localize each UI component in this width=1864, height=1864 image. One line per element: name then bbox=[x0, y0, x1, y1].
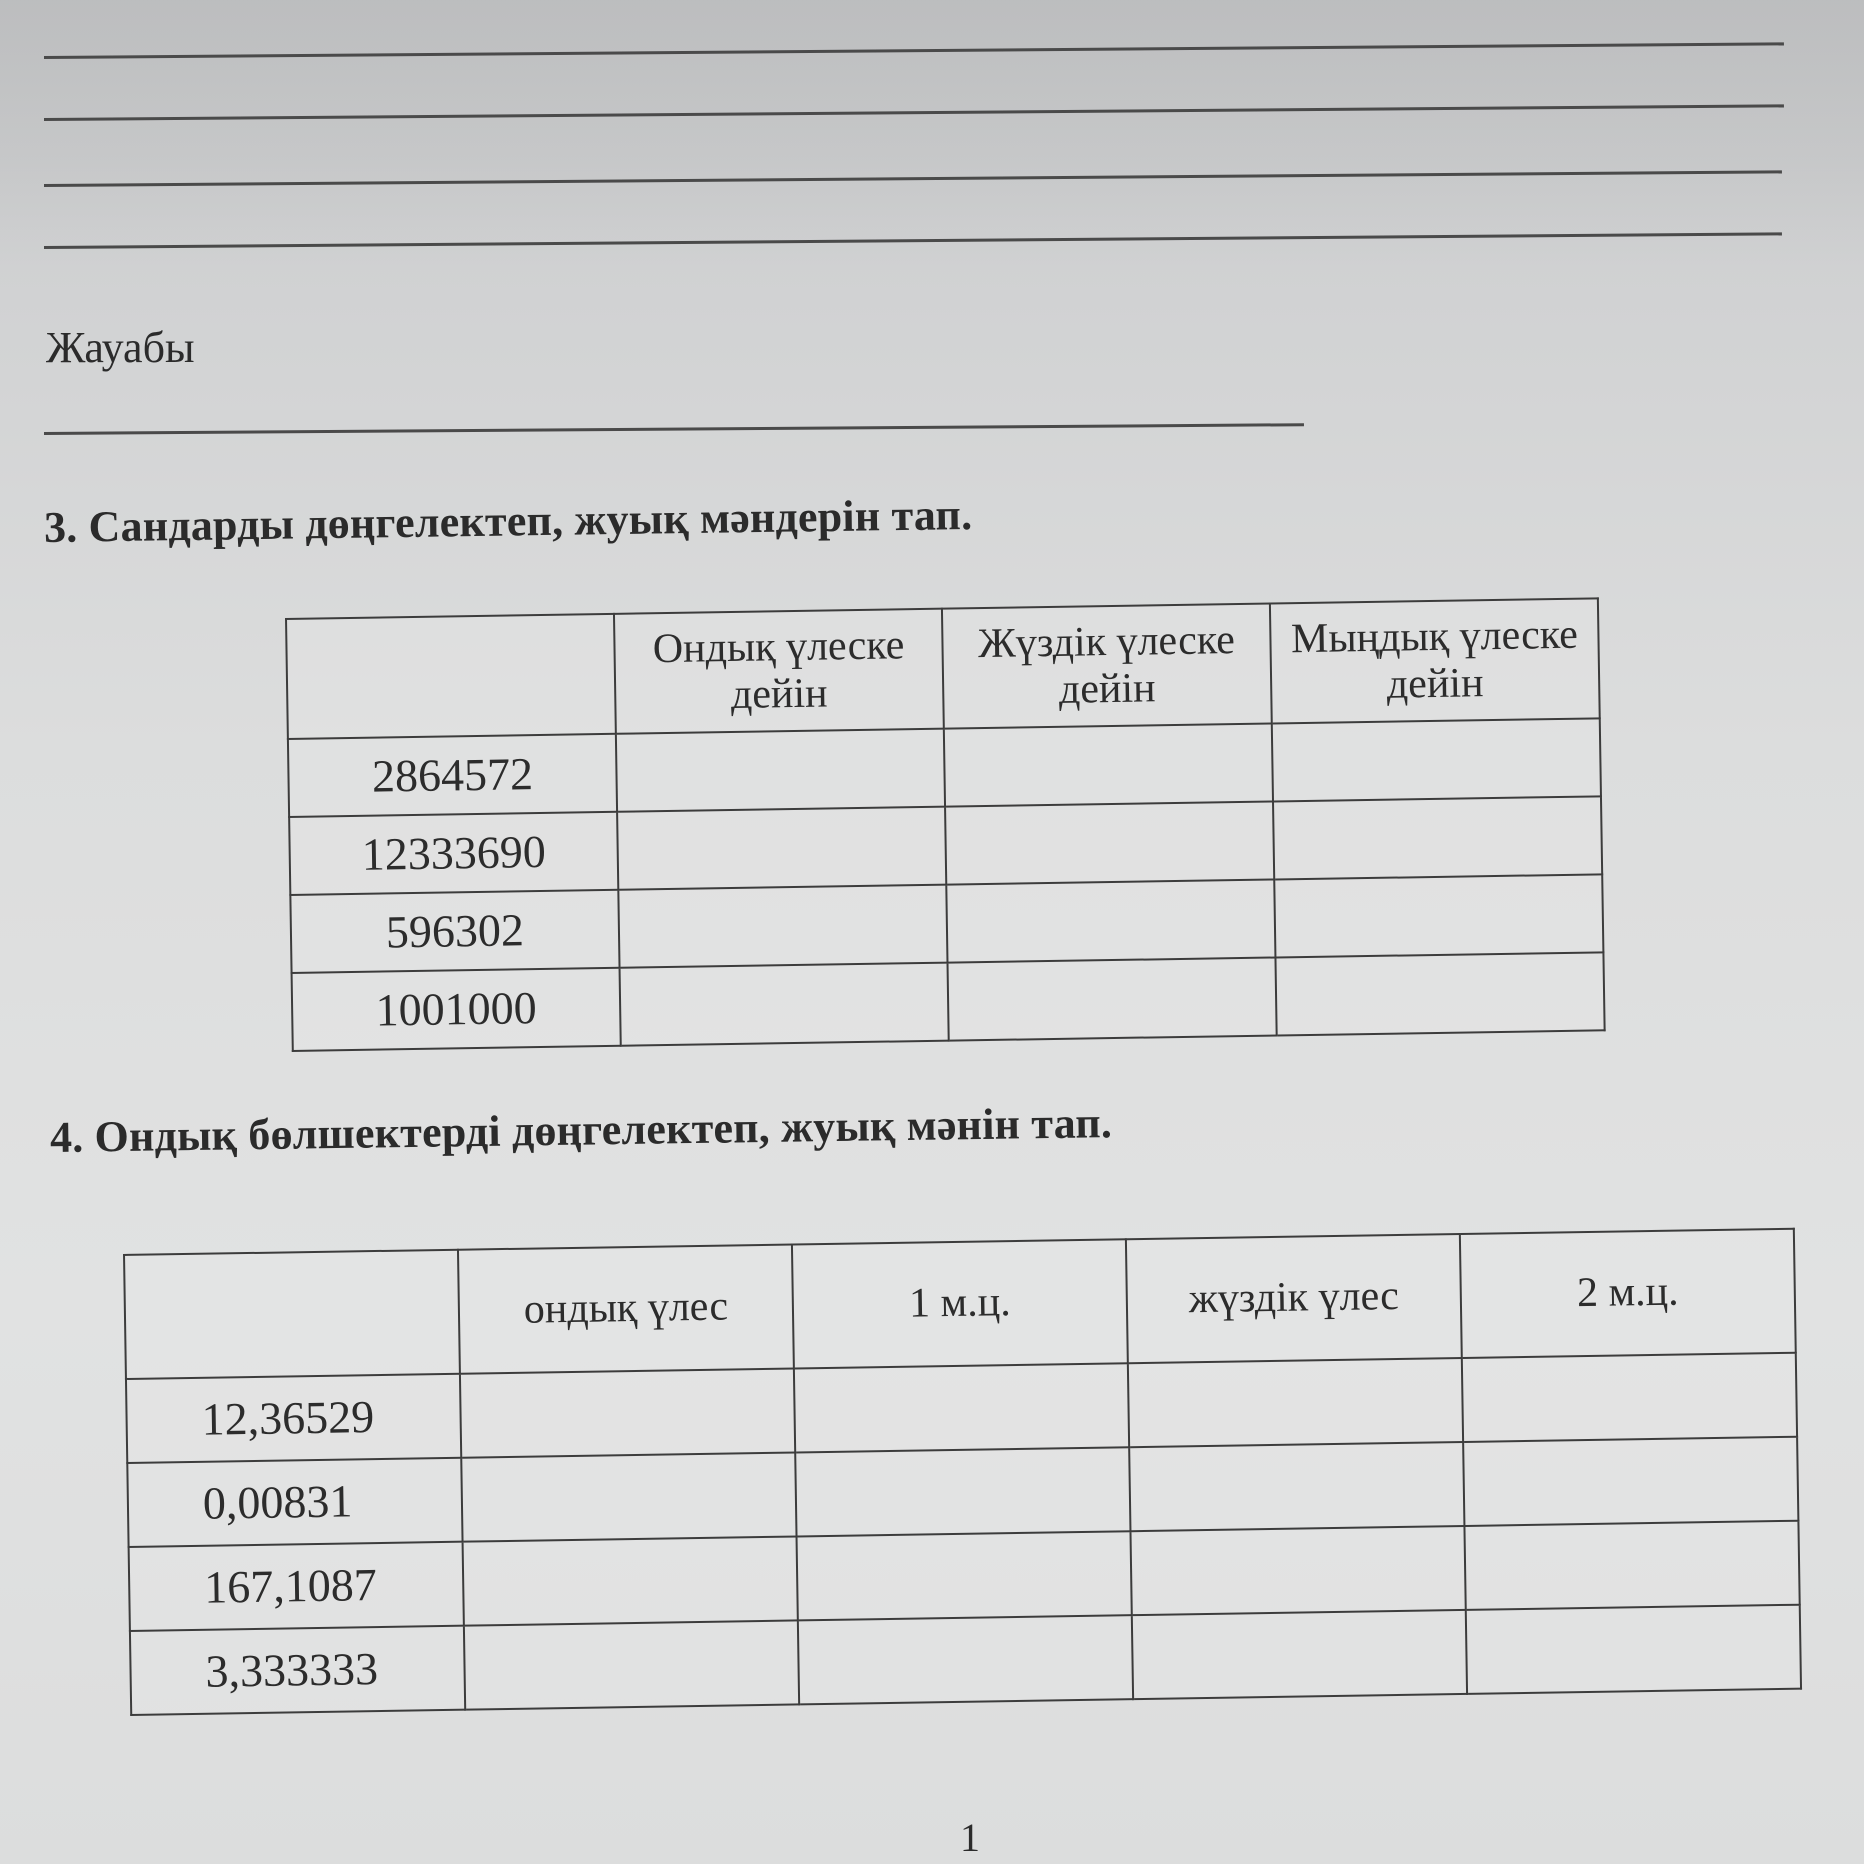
task4-table bbox=[123, 1228, 1802, 1716]
answer-cell[interactable] bbox=[464, 1620, 799, 1709]
answer-cell[interactable] bbox=[460, 1368, 795, 1457]
header-cell-hundredths: жүздік үлес bbox=[1126, 1234, 1462, 1363]
header-cell-empty bbox=[124, 1250, 460, 1379]
answer-cell[interactable] bbox=[1272, 718, 1601, 801]
row-number: 2864572 bbox=[288, 734, 617, 817]
answer-cell[interactable] bbox=[947, 957, 1276, 1040]
answer-cell[interactable] bbox=[617, 807, 946, 890]
answer-cell[interactable] bbox=[1132, 1610, 1467, 1699]
answer-line-1 bbox=[44, 42, 1784, 59]
row-number: 596302 bbox=[290, 890, 619, 973]
answer-cell[interactable] bbox=[1462, 1353, 1797, 1442]
header-cell-hundreds: Жүздік үлеске дейін bbox=[942, 604, 1272, 729]
header-cell-tenths: ондық үлес bbox=[458, 1244, 794, 1373]
answer-cell[interactable] bbox=[798, 1615, 1133, 1704]
answer-cell[interactable] bbox=[795, 1447, 1130, 1536]
answer-cell[interactable] bbox=[463, 1536, 798, 1625]
paper-shadow bbox=[0, 0, 1864, 270]
row-number: 12333690 bbox=[289, 812, 618, 895]
answer-cell[interactable] bbox=[1463, 1437, 1798, 1526]
answer-line-2 bbox=[44, 104, 1784, 121]
row-number: 3,333333 bbox=[130, 1626, 465, 1715]
answer-cell[interactable] bbox=[1464, 1521, 1799, 1610]
header-cell-2-sig: 2 м.ц. bbox=[1460, 1229, 1796, 1358]
answer-cell[interactable] bbox=[1466, 1605, 1801, 1694]
answer-cell[interactable] bbox=[946, 879, 1275, 962]
header-cell-thousands: Мыңдық үлеске дейін bbox=[1270, 598, 1600, 723]
row-number: 0,00831 bbox=[127, 1458, 462, 1547]
row-number: 1001000 bbox=[292, 968, 621, 1051]
answer-cell[interactable] bbox=[461, 1452, 796, 1541]
answer-cell[interactable] bbox=[1275, 952, 1604, 1035]
answer-cell[interactable] bbox=[1130, 1526, 1465, 1615]
answer-cell[interactable] bbox=[794, 1363, 1129, 1452]
answer-cell[interactable] bbox=[1129, 1442, 1464, 1531]
row-number: 167,1087 bbox=[129, 1542, 464, 1631]
answer-line-4 bbox=[44, 232, 1782, 249]
task4-title: 4. Ондық бөлшектерді дөңгелектеп, жуық мәнін тап. bbox=[49, 1098, 1113, 1162]
header-cell-empty bbox=[286, 614, 616, 739]
page-number: 1 bbox=[960, 1815, 980, 1860]
header-cell-tens: Ондық үлеске дейін bbox=[614, 609, 944, 734]
answer-line-5 bbox=[44, 423, 1304, 435]
task3-title: 3. Сандарды дөңгелектеп, жуық мәндерін тап. bbox=[43, 490, 973, 552]
answer-line-3 bbox=[44, 170, 1782, 187]
table-header-row bbox=[286, 598, 1600, 739]
answer-cell[interactable] bbox=[797, 1531, 1132, 1620]
answer-cell[interactable] bbox=[944, 724, 1273, 807]
answer-cell[interactable] bbox=[945, 802, 1274, 885]
header-cell-1-sig: 1 м.ц. bbox=[792, 1239, 1128, 1368]
answer-cell[interactable] bbox=[1273, 796, 1602, 879]
answer-cell[interactable] bbox=[1274, 874, 1603, 957]
answer-label: Жауабы bbox=[46, 323, 195, 372]
answer-cell[interactable] bbox=[1128, 1358, 1463, 1447]
answer-cell[interactable] bbox=[616, 729, 945, 812]
answer-cell[interactable] bbox=[618, 885, 947, 968]
answer-cell[interactable] bbox=[620, 963, 949, 1046]
task3-table bbox=[285, 597, 1606, 1052]
row-number: 12,36529 bbox=[126, 1374, 461, 1463]
